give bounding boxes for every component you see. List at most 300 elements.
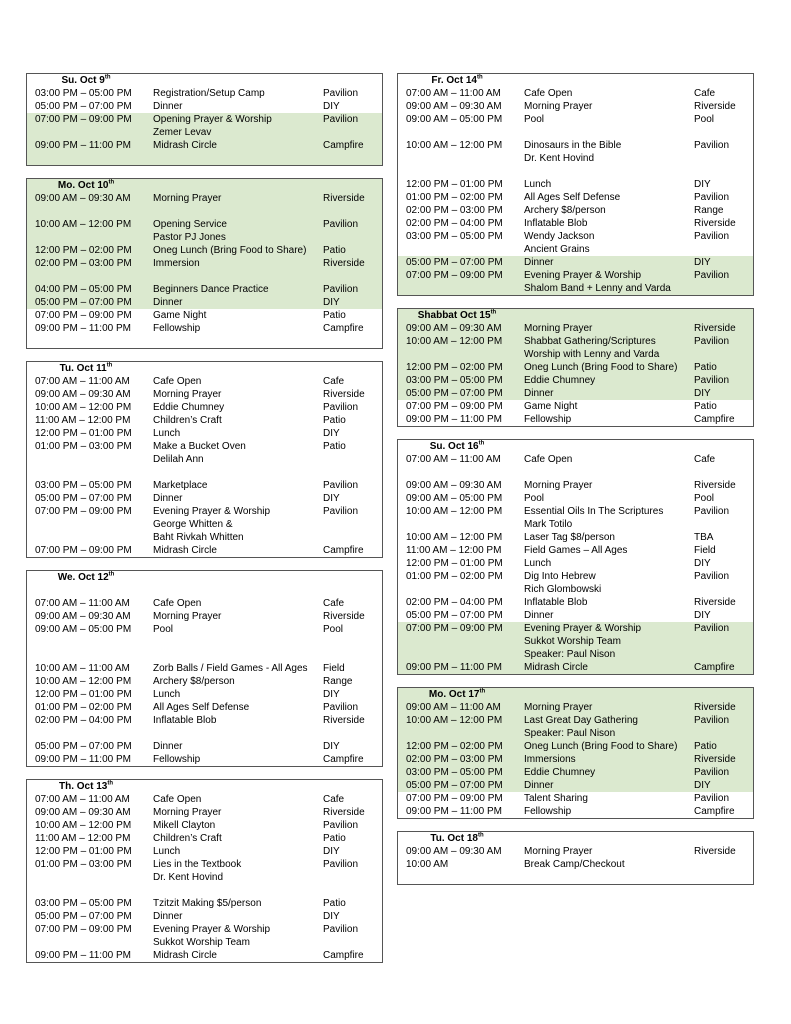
- event-time: 07:00 AM – 11:00 AM: [406, 88, 501, 99]
- schedule-row: [27, 623, 382, 636]
- schedule-row: [398, 714, 753, 740]
- schedule-row: [27, 845, 382, 858]
- event-description: [516, 544, 694, 557]
- event-time: 07:00 AM – 11:00 AM: [35, 794, 130, 805]
- schedule-row: [27, 544, 382, 557]
- day-title-suffix: th: [477, 832, 484, 839]
- event-description: [516, 753, 694, 766]
- schedule-row: [27, 440, 382, 466]
- event-time: 07:00 PM – 09:00 PM: [35, 506, 132, 517]
- event-title: Dinner: [153, 493, 183, 504]
- day-schedule-box: [397, 308, 754, 427]
- event-description: [516, 609, 694, 622]
- schedule-row: [398, 400, 753, 413]
- event-description: [516, 100, 694, 113]
- event-location: Patio: [323, 245, 346, 256]
- schedule-row: [27, 414, 382, 427]
- event-location: Campfire: [694, 806, 735, 817]
- day-title: [398, 309, 516, 322]
- event-description: [145, 479, 323, 492]
- event-location: DIY: [694, 257, 711, 268]
- event-description: [145, 427, 323, 440]
- event-description: [145, 623, 323, 636]
- spacer: [398, 165, 753, 178]
- event-time: 09:00 AM – 11:00 AM: [406, 702, 501, 713]
- event-location: Pavilion: [694, 270, 730, 281]
- event-time: 07:00 PM – 09:00 PM: [35, 114, 132, 125]
- event-location: Campfire: [323, 140, 364, 151]
- event-description: [145, 806, 323, 819]
- day-title-text: Su. Oct 16: [429, 441, 479, 452]
- spacer: [398, 466, 753, 479]
- event-title: Dinosaurs in the Bible: [524, 140, 622, 151]
- schedule-row: [398, 531, 753, 544]
- event-time: 07:00 PM – 09:00 PM: [406, 623, 503, 634]
- event-time: 10:00 AM – 12:00 PM: [406, 715, 503, 726]
- event-time: 01:00 PM – 02:00 PM: [35, 702, 132, 713]
- schedule-row: [27, 244, 382, 257]
- event-location: DIY: [323, 101, 340, 112]
- event-location: Patio: [323, 310, 346, 321]
- event-description: [145, 897, 323, 910]
- event-description: [145, 740, 323, 753]
- event-time: 12:00 PM – 02:00 PM: [35, 245, 132, 256]
- event-description: [145, 113, 323, 139]
- event-title: Dinner: [524, 257, 554, 268]
- day-schedule-box: [397, 439, 754, 675]
- event-time: 10:00 AM – 12:00 PM: [406, 506, 503, 517]
- event-title: Last Great Day Gathering: [524, 715, 638, 726]
- event-time: 09:00 PM – 11:00 PM: [35, 323, 131, 334]
- event-time: 02:00 PM – 03:00 PM: [406, 205, 503, 216]
- schedule-row: [27, 100, 382, 113]
- event-description: [516, 557, 694, 570]
- event-description: [145, 322, 323, 335]
- schedule-row: [27, 401, 382, 414]
- schedule-row: [398, 740, 753, 753]
- day-title: [398, 688, 516, 701]
- schedule-row: [27, 610, 382, 623]
- schedule-row: [398, 479, 753, 492]
- event-location: DIY: [323, 493, 340, 504]
- event-location: Riverside: [323, 807, 365, 818]
- schedule-row: [27, 858, 382, 884]
- event-title: Make a Bucket Oven: [153, 441, 246, 452]
- schedule-row: [398, 661, 753, 674]
- event-description: [145, 388, 323, 401]
- event-description: [145, 662, 323, 675]
- event-time: 09:00 AM – 05:00 PM: [406, 493, 503, 504]
- event-detail: Shalom Band + Lenny and Varda: [524, 283, 671, 294]
- spacer: [27, 270, 382, 283]
- event-description: [516, 87, 694, 100]
- event-location: Pool: [694, 114, 715, 125]
- event-location: Pavilion: [694, 793, 730, 804]
- event-location: TBA: [694, 532, 714, 543]
- event-title: Tzitzit Making $5/person: [153, 898, 262, 909]
- event-time: 02:00 PM – 03:00 PM: [35, 258, 132, 269]
- event-description: [145, 492, 323, 505]
- event-detail: Speaker: Paul Nison: [524, 649, 616, 660]
- event-location: DIY: [323, 846, 340, 857]
- schedule-row: [398, 178, 753, 191]
- schedule-row: [27, 832, 382, 845]
- schedule-row: [398, 505, 753, 531]
- day-title-suffix: th: [478, 440, 485, 447]
- event-time: 12:00 PM – 01:00 PM: [35, 428, 132, 439]
- schedule-column-right: [397, 73, 754, 897]
- event-description: [516, 805, 694, 818]
- event-title: Essential Oils In The Scriptures: [524, 506, 664, 517]
- event-description: [516, 269, 694, 295]
- event-time: 04:00 PM – 05:00 PM: [35, 284, 132, 295]
- event-description: [516, 661, 694, 674]
- event-time: 05:00 PM – 07:00 PM: [406, 257, 503, 268]
- schedule-row: [27, 688, 382, 701]
- event-time: 05:00 PM – 07:00 PM: [35, 741, 132, 752]
- schedule-row: [398, 622, 753, 661]
- event-time: 05:00 PM – 07:00 PM: [406, 780, 503, 791]
- event-time: 10:00 AM – 12:00 PM: [35, 676, 132, 687]
- event-description: [516, 204, 694, 217]
- event-description: [145, 910, 323, 923]
- day-title-suffix: th: [490, 309, 497, 316]
- spacer: [398, 126, 753, 139]
- event-title: Lunch: [153, 689, 181, 700]
- event-title: Dinner: [153, 297, 183, 308]
- event-location: Pavilion: [323, 480, 359, 491]
- event-title: Oneg Lunch (Bring Food to Share): [153, 245, 307, 256]
- day-header: [398, 832, 753, 845]
- event-location: Patio: [694, 741, 717, 752]
- event-title: Talent Sharing: [524, 793, 588, 804]
- event-time: 07:00 PM – 09:00 PM: [35, 545, 132, 556]
- event-location: Field: [694, 545, 716, 556]
- event-title: Zorb Balls / Field Games - All Ages: [153, 663, 308, 674]
- event-location: Pool: [323, 624, 344, 635]
- event-time: 12:00 PM – 02:00 PM: [406, 362, 503, 373]
- schedule-row: [398, 557, 753, 570]
- event-description: [516, 570, 694, 596]
- schedule-row: [398, 570, 753, 596]
- event-description: [145, 100, 323, 113]
- event-time: 09:00 PM – 11:00 PM: [35, 950, 131, 961]
- event-title: Cafe Open: [153, 376, 202, 387]
- event-location: Pavilion: [323, 88, 359, 99]
- event-title: Evening Prayer & Worship: [524, 270, 642, 281]
- day-title: [398, 74, 516, 87]
- event-description: [145, 819, 323, 832]
- event-location: Pavilion: [323, 506, 359, 517]
- schedule-row: [27, 192, 382, 205]
- event-time: 09:00 PM – 11:00 PM: [35, 140, 131, 151]
- event-location: Pavilion: [323, 859, 359, 870]
- event-title: Registration/Setup Camp: [153, 88, 265, 99]
- event-title: Lunch: [524, 179, 552, 190]
- event-time: 09:00 AM – 09:30 AM: [35, 389, 131, 400]
- schedule-row: [27, 819, 382, 832]
- event-title: Evening Prayer & Worship: [153, 924, 271, 935]
- event-title: Archery $8/person: [153, 676, 235, 687]
- event-time: 09:00 AM – 05:00 PM: [35, 624, 132, 635]
- event-title: Morning Prayer: [524, 323, 593, 334]
- day-header: [27, 74, 382, 87]
- event-title: Morning Prayer: [153, 611, 222, 622]
- schedule-row: [27, 375, 382, 388]
- schedule-row: [27, 218, 382, 244]
- event-location: Pavilion: [694, 506, 730, 517]
- event-title: Marketplace: [153, 480, 208, 491]
- event-title: Midrash Circle: [153, 950, 217, 961]
- event-title: Midrash Circle: [153, 545, 217, 556]
- event-time: 09:00 PM – 11:00 PM: [406, 662, 502, 673]
- event-description: [516, 792, 694, 805]
- event-description: [145, 610, 323, 623]
- event-time: 09:00 AM – 09:30 AM: [35, 611, 131, 622]
- event-location: Range: [323, 676, 353, 687]
- event-description: [516, 178, 694, 191]
- event-location: Riverside: [323, 389, 365, 400]
- event-location: DIY: [323, 741, 340, 752]
- event-title: Lunch: [153, 428, 181, 439]
- event-description: [516, 714, 694, 740]
- event-time: 03:00 PM – 05:00 PM: [406, 231, 503, 242]
- event-time: 05:00 PM – 07:00 PM: [35, 493, 132, 504]
- day-header: [398, 74, 753, 87]
- event-location: Riverside: [694, 218, 736, 229]
- event-location: Pavilion: [694, 623, 730, 634]
- schedule-row: [27, 949, 382, 962]
- day-title-text: Shabbat Oct 15: [417, 310, 491, 321]
- schedule-row: [27, 479, 382, 492]
- event-description: [516, 858, 694, 871]
- event-title: Evening Prayer & Worship: [524, 623, 642, 634]
- schedule-row: [27, 87, 382, 100]
- event-detail: Sukkot Worship Team: [524, 636, 621, 647]
- schedule-row: [398, 139, 753, 165]
- day-title-text: Mo. Oct 10: [57, 180, 109, 191]
- spacer: [27, 649, 382, 662]
- spacer: [398, 871, 753, 884]
- event-title: Fellowship: [153, 323, 201, 334]
- schedule-row: [27, 753, 382, 766]
- event-title: Pool: [524, 114, 545, 125]
- event-detail: Rich Glombowski: [524, 584, 602, 595]
- schedule-row: [27, 675, 382, 688]
- event-location: Pavilion: [694, 336, 730, 347]
- schedule-row: [398, 256, 753, 269]
- day-title-text: Fr. Oct 14: [431, 75, 477, 86]
- event-location: Pavilion: [694, 767, 730, 778]
- schedule-row: [398, 753, 753, 766]
- event-time: 05:00 PM – 07:00 PM: [35, 297, 132, 308]
- spacer: [27, 335, 382, 348]
- spacer: [27, 205, 382, 218]
- event-description: [145, 793, 323, 806]
- day-title: [27, 362, 145, 375]
- event-location: Pavilion: [323, 924, 359, 935]
- event-location: Campfire: [323, 545, 364, 556]
- event-location: Field: [323, 663, 345, 674]
- day-title-text: Su. Oct 9: [61, 75, 105, 86]
- event-description: [145, 675, 323, 688]
- day-schedule-box: [26, 361, 383, 558]
- event-time: 09:00 PM – 11:00 PM: [406, 414, 502, 425]
- schedule-row: [398, 805, 753, 818]
- event-time: 10:00 AM – 11:00 AM: [35, 663, 130, 674]
- event-title: Mikell Clayton: [153, 820, 216, 831]
- event-description: [145, 192, 323, 205]
- day-title-suffix: th: [106, 362, 113, 369]
- event-location: Riverside: [694, 754, 736, 765]
- spacer: [27, 584, 382, 597]
- event-location: DIY: [694, 558, 711, 569]
- schedule-row: [398, 845, 753, 858]
- schedule-row: [27, 139, 382, 152]
- event-description: [516, 256, 694, 269]
- event-time: 07:00 PM – 09:00 PM: [35, 924, 132, 935]
- event-description: [145, 858, 323, 884]
- event-title: Children’s Craft: [153, 415, 222, 426]
- event-detail: Ancient Grains: [524, 244, 590, 255]
- event-title: Dinner: [153, 741, 183, 752]
- schedule-row: [398, 492, 753, 505]
- event-location: Pavilion: [323, 402, 359, 413]
- event-description: [145, 923, 323, 949]
- schedule-row: [398, 858, 753, 871]
- event-time: 09:00 AM – 09:30 AM: [406, 480, 502, 491]
- schedule-row: [398, 335, 753, 361]
- event-location: Pavilion: [323, 284, 359, 295]
- event-title: Game Night: [524, 401, 578, 412]
- event-description: [145, 401, 323, 414]
- event-description: [516, 217, 694, 230]
- event-description: [516, 191, 694, 204]
- event-title: Dinner: [524, 780, 554, 791]
- event-location: Patio: [694, 401, 717, 412]
- schedule-row: [398, 596, 753, 609]
- event-description: [516, 322, 694, 335]
- event-title: Dinner: [153, 911, 183, 922]
- schedule-row: [27, 283, 382, 296]
- schedule-row: [27, 793, 382, 806]
- event-title: Lies in the Textbook: [153, 859, 242, 870]
- event-location: DIY: [694, 610, 711, 621]
- event-location: Patio: [323, 898, 346, 909]
- schedule-row: [398, 374, 753, 387]
- event-location: Patio: [323, 833, 346, 844]
- day-schedule-box: [26, 178, 383, 349]
- day-title-suffix: th: [104, 74, 111, 81]
- schedule-row: [398, 766, 753, 779]
- event-location: Pavilion: [323, 820, 359, 831]
- event-description: [145, 688, 323, 701]
- schedule-row: [398, 100, 753, 113]
- event-time: 05:00 PM – 07:00 PM: [406, 388, 503, 399]
- schedule-row: [27, 309, 382, 322]
- day-schedule-box: [397, 687, 754, 819]
- schedule-row: [398, 87, 753, 100]
- event-title: Inflatable Blob: [524, 218, 588, 229]
- day-title-text: We. Oct 12: [57, 572, 109, 583]
- event-location: Cafe: [323, 376, 345, 387]
- event-description: [516, 622, 694, 661]
- event-location: Riverside: [694, 702, 736, 713]
- event-title: Opening Service: [153, 219, 227, 230]
- event-description: [145, 845, 323, 858]
- event-title: Shabbat Gathering/Scriptures: [524, 336, 656, 347]
- event-description: [145, 218, 323, 244]
- event-title: Morning Prayer: [524, 846, 593, 857]
- event-title: Opening Prayer & Worship: [153, 114, 272, 125]
- event-title: Oneg Lunch (Bring Food to Share): [524, 362, 678, 373]
- event-location: DIY: [323, 911, 340, 922]
- event-location: DIY: [694, 388, 711, 399]
- event-description: [516, 335, 694, 361]
- event-title: Immersion: [153, 258, 200, 269]
- schedule-row: [398, 361, 753, 374]
- event-time: 10:00 AM – 12:00 PM: [35, 219, 132, 230]
- event-location: Campfire: [323, 950, 364, 961]
- event-time: 10:00 AM: [406, 859, 449, 870]
- event-location: Riverside: [694, 846, 736, 857]
- event-title: Inflatable Blob: [153, 715, 217, 726]
- day-title-suffix: th: [476, 74, 483, 81]
- event-title: Archery $8/person: [524, 205, 606, 216]
- event-title: Oneg Lunch (Bring Food to Share): [524, 741, 678, 752]
- event-time: 03:00 PM – 05:00 PM: [406, 375, 503, 386]
- event-time: 05:00 PM – 07:00 PM: [35, 911, 132, 922]
- event-location: DIY: [323, 428, 340, 439]
- event-time: 12:00 PM – 01:00 PM: [35, 846, 132, 857]
- event-time: 12:00 PM – 01:00 PM: [406, 179, 503, 190]
- day-header: [398, 309, 753, 322]
- event-time: 09:00 AM – 09:30 AM: [406, 101, 502, 112]
- event-location: Pavilion: [323, 219, 359, 230]
- event-title: Dinner: [524, 610, 554, 621]
- event-detail: Baht Rivkah Whitten: [153, 532, 244, 543]
- event-description: [516, 139, 694, 165]
- event-detail: Mark Totilo: [524, 519, 573, 530]
- schedule-row: [27, 701, 382, 714]
- day-schedule-box: [26, 570, 383, 767]
- event-time: 10:00 AM – 12:00 PM: [35, 820, 132, 831]
- event-title: Morning Prayer: [153, 807, 222, 818]
- schedule-row: [27, 597, 382, 610]
- event-location: Campfire: [694, 414, 735, 425]
- event-location: Pavilion: [323, 114, 359, 125]
- event-title: Morning Prayer: [153, 193, 222, 204]
- event-location: Cafe: [694, 88, 716, 99]
- event-description: [516, 492, 694, 505]
- event-title: Inflatable Blob: [524, 597, 588, 608]
- event-description: [145, 544, 323, 557]
- schedule-row: [398, 453, 753, 466]
- event-detail: Zemer Levav: [153, 127, 212, 138]
- event-title: Lunch: [153, 846, 181, 857]
- event-time: 03:00 PM – 05:00 PM: [406, 767, 503, 778]
- event-title: Dinner: [153, 101, 183, 112]
- event-location: Pavilion: [323, 702, 359, 713]
- schedule-row: [398, 204, 753, 217]
- event-description: [145, 257, 323, 270]
- event-time: 10:00 AM – 12:00 PM: [406, 336, 503, 347]
- day-header: [398, 440, 753, 453]
- event-location: Range: [694, 205, 724, 216]
- event-time: 12:00 PM – 01:00 PM: [406, 558, 503, 569]
- day-header: [27, 780, 382, 793]
- event-time: 10:00 AM – 12:00 PM: [406, 532, 503, 543]
